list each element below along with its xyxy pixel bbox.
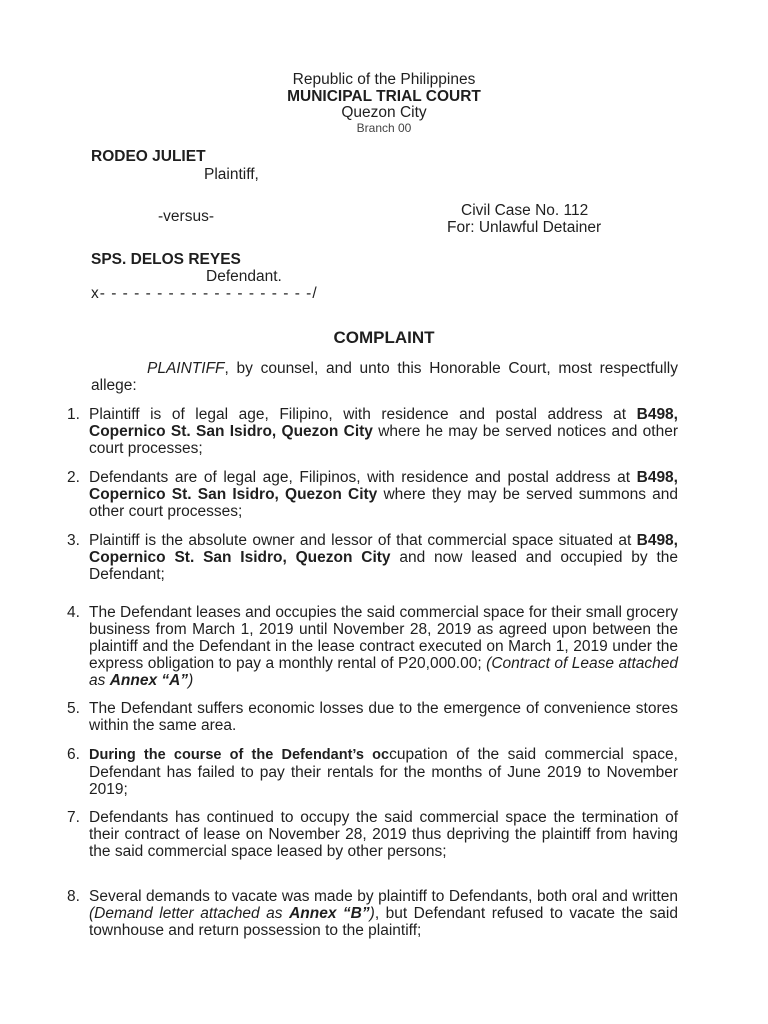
- versus-label: -versus-: [158, 208, 214, 225]
- header-republic: Republic of the Philippines: [292, 71, 476, 88]
- header-branch: Branch 00: [356, 121, 412, 135]
- case-number: Civil Case No. 112: [461, 202, 589, 219]
- text-segment: The Defendant suffers economic losses due to the emergence of convenience stores within the same area.: [89, 700, 678, 734]
- text-segment: Defendants are of legal age, Filipinos, with residence and postal address at: [89, 469, 637, 486]
- annex-note: (Demand letter attached as: [89, 905, 290, 922]
- text-segment: Plaintiff is the absolute owner and lessor of that commercial space situated at: [89, 532, 637, 549]
- text-bold-segment: During the course of the Defendant’s oc: [89, 747, 390, 763]
- allegation-number: 7.: [67, 809, 80, 826]
- annex-note: (Contract of Lease attached as: [89, 655, 678, 689]
- allegation-1: [67, 406, 678, 457]
- intro-lead: PLAINTIFF: [147, 360, 225, 377]
- case-type: For: Unlawful Detainer: [447, 219, 602, 236]
- text-segment: Plaintiff is of legal age, Filipino, with residence and postal address at: [89, 406, 637, 423]
- allegation-text: [89, 406, 678, 457]
- intro-rest: , by counsel, and unto this Honorable Court, most respectfully allege:: [91, 360, 678, 394]
- allegation-number: 4.: [67, 604, 80, 621]
- defendant-role: Defendant.: [206, 268, 282, 285]
- header-court: MUNICIPAL TRIAL COURT: [287, 88, 481, 105]
- text-segment: The Defendant leases and occupies the said commercial space for their small grocery business from March 1, 2019 until November 28, 2019 as agreed upon between the plaintiff and the Defendant in the lease contract executed on March 1, 2019 under the express obligation to pay a monthly rental of P20,000.00;: [89, 604, 678, 672]
- allegation-number: 3.: [67, 532, 80, 549]
- annex-note-close: ): [369, 905, 375, 922]
- annex-label: Annex “B”: [289, 905, 370, 922]
- address-bold: B498, Copernico St. San Isidro, Quezon City: [89, 469, 678, 503]
- allegation-number: 5.: [67, 700, 80, 717]
- allegation-3: [67, 532, 678, 583]
- annex-label: Annex “A”: [109, 672, 189, 689]
- plaintiff-role: Plaintiff,: [204, 166, 259, 183]
- allegation-8: [67, 888, 678, 939]
- text-segment: , but Defendant refused to vacate the said townhouse and return possession to the plaintiff;: [89, 905, 678, 939]
- allegation-number: 2.: [67, 469, 80, 486]
- annex-note-close: ): [188, 672, 194, 689]
- allegation-text: [89, 469, 678, 520]
- header-city: Quezon City: [341, 104, 427, 121]
- text-segment: where they may be served summons and other court processes;: [89, 486, 679, 520]
- allegation-text: [89, 809, 678, 860]
- document-title: COMPLAINT: [333, 328, 435, 347]
- allegation-4: [67, 604, 678, 689]
- text-segment: Several demands to vacate was made by plaintiff to Defendants, both oral and written: [89, 888, 678, 905]
- allegation-6: [67, 746, 678, 798]
- allegation-text: [89, 700, 678, 734]
- intro-paragraph: [91, 360, 678, 394]
- allegation-number: 6.: [67, 746, 80, 763]
- allegation-2: [67, 469, 678, 520]
- allegation-text: [89, 746, 678, 798]
- allegation-number: 8.: [67, 888, 80, 905]
- text-segment: where he may be served notices and other court processes;: [89, 423, 678, 457]
- allegation-text: [89, 604, 678, 689]
- allegation-5: [67, 700, 678, 734]
- plaintiff-name: RODEO JULIET: [91, 148, 206, 165]
- address-bold: B498, Copernico St. San Isidro, Quezon City: [89, 406, 678, 440]
- text-segment: cupation of the said commercial space, Defendant has failed to pay their rentals for the months of June 2019 to November 2019;: [89, 746, 678, 798]
- text-segment: Defendants has continued to occupy the said commercial space the termination of their contract of lease on November 28, 2019 thus depriving the plaintiff from having the said commercial space leased by other persons;: [89, 809, 678, 860]
- allegation-number: 1.: [67, 406, 80, 423]
- allegation-text: [89, 532, 678, 583]
- defendant-name: SPS. DELOS REYES: [91, 251, 241, 268]
- address-bold: B498, Copernico St. San Isidro, Quezon City: [89, 532, 678, 566]
- text-segment: and now leased and occupied by the Defendant;: [89, 549, 678, 583]
- allegation-7: [67, 809, 678, 860]
- caption-separator: x- - - - - - - - - - - - - - - - - - -/: [91, 285, 318, 302]
- allegation-text: [89, 888, 678, 939]
